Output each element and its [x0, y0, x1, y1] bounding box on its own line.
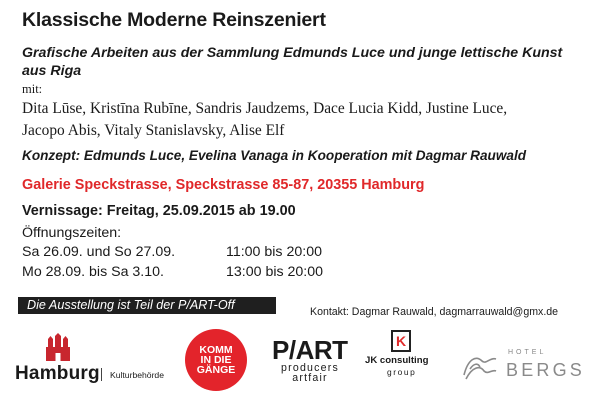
- hamburg-wordmark: Hamburg: [15, 363, 100, 384]
- concept-credit: Konzept: Edmunds Luce, Evelina Vanaga in Kooperation mit Dagmar Rauwald: [22, 148, 527, 163]
- opening-hours-label: Öffnungszeiten:: [22, 225, 122, 241]
- komm-logo-line: KOMM: [199, 344, 233, 356]
- artist-list: [22, 98, 597, 141]
- opening-hours-row: [22, 244, 322, 260]
- exhibition-title: Klassische Moderne Reinszeniert: [22, 9, 326, 31]
- venue-address: Galerie Speckstrasse, Speckstrasse 85-87, 20355 Hamburg: [22, 177, 425, 193]
- jk-box-icon: [391, 330, 411, 352]
- part-off-banner: Die Ausstellung ist Teil der P/ART-Off: [18, 297, 276, 314]
- opening-hours-row: [22, 264, 324, 280]
- part-logo-line: producers: [281, 362, 339, 374]
- artist-line: Jacopo Abis, Vitaly Stanislavsky, Alise Elf: [22, 121, 285, 139]
- jk-box-letter: K: [396, 333, 407, 349]
- logo-divider: [101, 368, 102, 381]
- komm-logo-line: IN DIE: [200, 354, 232, 366]
- part-wordmark: P/ART: [272, 335, 348, 365]
- part-producers-artfair-logo: [272, 337, 352, 385]
- contact-info: Kontakt: Dagmar Rauwald, dagmarrauwald@gmx.de: [310, 306, 559, 318]
- hours-days: Mo 28.09. bis Sa 3.10.: [22, 264, 164, 280]
- hamburg-castle-icon: [43, 333, 73, 363]
- komm-logo-line: GÄNGE: [196, 364, 236, 376]
- vernissage-date: Vernissage: Freitag, 25.09.2015 ab 19.00: [22, 203, 296, 219]
- bergs-emblem-icon: [460, 349, 500, 383]
- hotel-bergs-logo: [460, 349, 586, 385]
- bergs-wordmark: BERGS: [506, 360, 586, 380]
- hours-time: 11:00 bis 20:00: [226, 244, 322, 260]
- hamburg-kulturbehoerde-logo: [15, 333, 175, 385]
- jk-name: JK consulting: [365, 355, 429, 366]
- jk-consulting-logo: [365, 330, 445, 380]
- komm-in-die-gaenge-logo: [185, 329, 247, 391]
- bergs-hotel-label: HOTEL: [508, 349, 547, 356]
- exhibition-subtitle: Grafische Arbeiten aus der Sammlung Edmunds Luce und junge lettische Kunst aus Riga: [22, 45, 563, 79]
- artist-line: Dita Lūse, Kristīna Rubīne, Sandris Jaudzems, Dace Lucia Kidd, Justine Luce,: [22, 100, 508, 117]
- jk-group: group: [387, 367, 417, 377]
- kulturbehoerde-label: Kulturbehörde: [110, 370, 164, 380]
- part-logo-line: artfair: [292, 372, 328, 384]
- hours-time: 13:00 bis 20:00: [226, 264, 324, 280]
- with-label: mit:: [22, 82, 43, 96]
- hours-days: Sa 26.09. und So 27.09.: [22, 244, 176, 260]
